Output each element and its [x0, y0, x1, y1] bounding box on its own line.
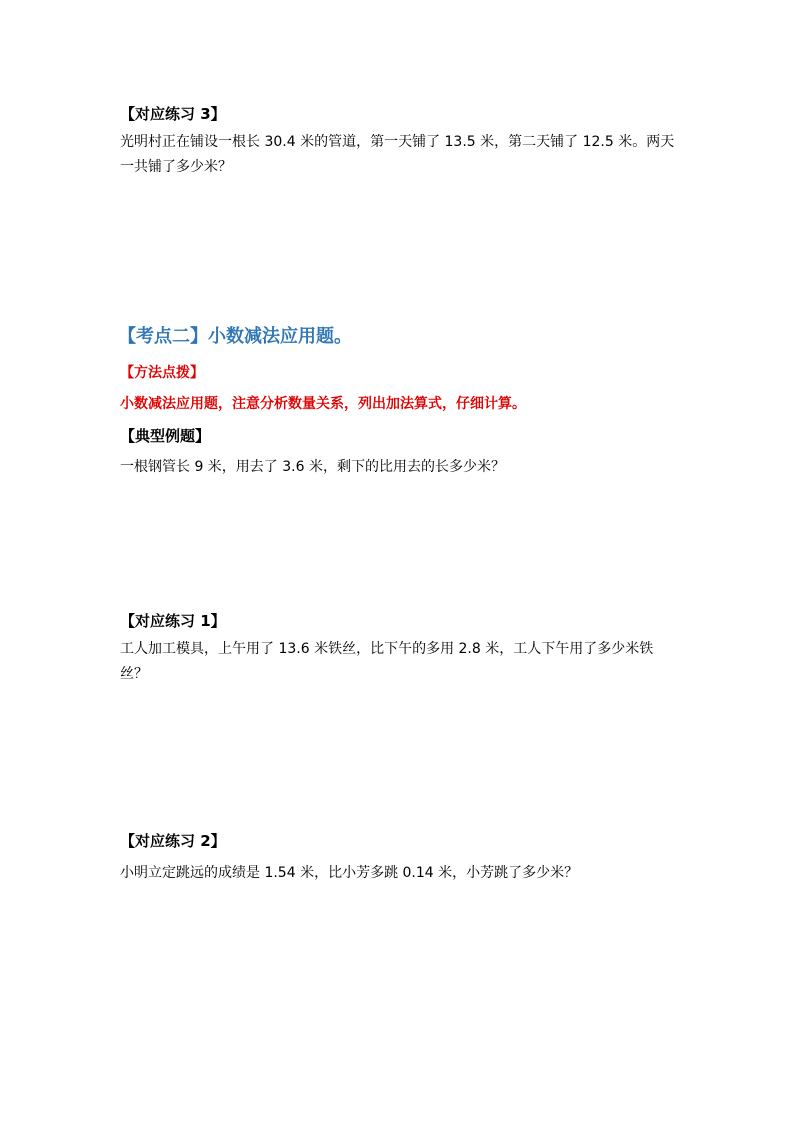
practice2-heading: 【对应练习 2】 — [120, 832, 226, 850]
method-heading: 【方法点拨】 — [120, 365, 204, 381]
practice3-heading: 【对应练习 3】 — [120, 105, 226, 123]
practice1-heading: 【对应练习 1】 — [120, 612, 226, 630]
example-text: 一根钢管长 9 米，用去了 3.6 米，剩下的比用去的长多少米？ — [120, 459, 505, 475]
practice2-text: 小明立定跳远的成绩是 1.54 米，比小芳多跳 0.14 米，小芳跳了多少米？ — [120, 865, 579, 881]
example-heading: 【典型例题】 — [120, 427, 211, 445]
kaodian2-title: 【考点二】小数减法应用题。 — [118, 326, 352, 347]
practice3-text: 光明村正在铺设一根长 30.4 米的管道，第一天铺了 13.5 米，第二天铺了 12.5 米。两天一共铺了多少米？ — [120, 134, 675, 175]
practice1-text: 工人加工模具，上午用了 13.6 米铁丝，比下午的多用 2.8 米，工人下午用了多少米铁丝？ — [120, 641, 654, 682]
method-text: 小数减法应用题，注意分析数量关系，列出加法算式，仔细计算。 — [120, 396, 526, 412]
